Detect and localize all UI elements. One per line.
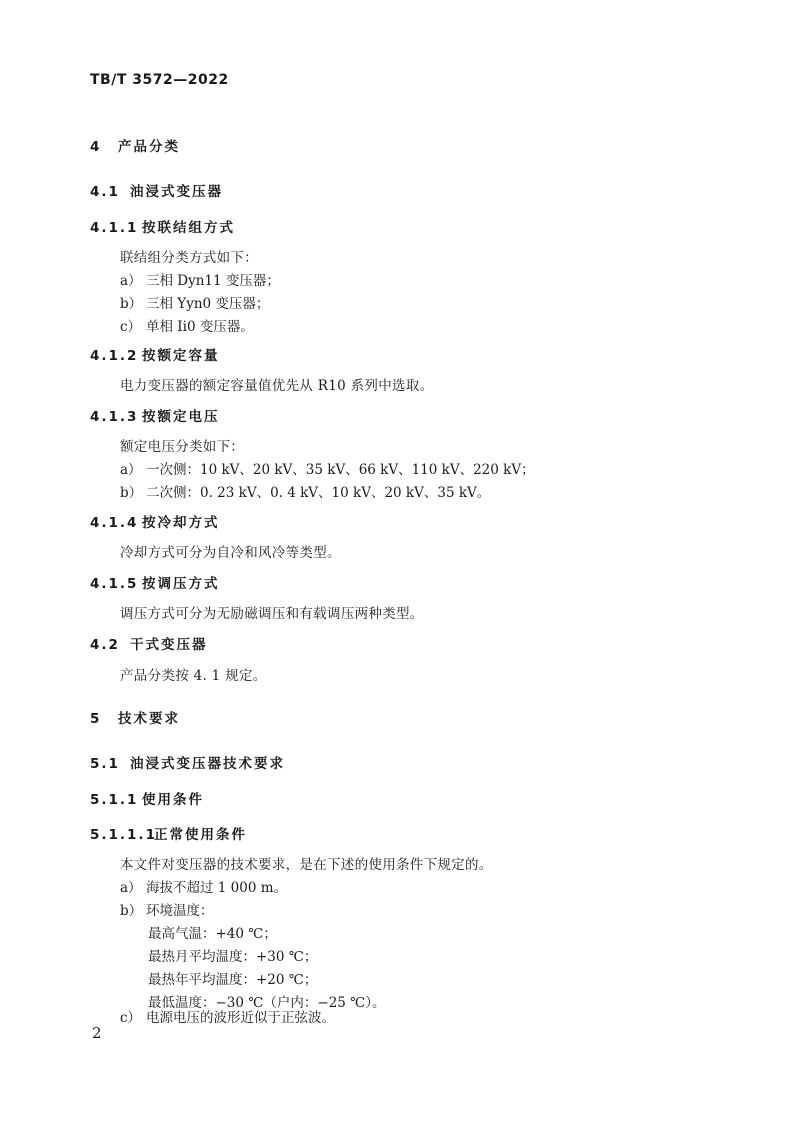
list-text: 二次侧：0. 23 kV、0. 4 kV、10 kV、20 kV、35 kV。	[146, 485, 491, 501]
heading-4-1-5	[90, 572, 220, 592]
heading-title: 产品分类	[118, 139, 180, 155]
list-item	[120, 481, 490, 501]
heading-title: 油浸式变压器	[130, 184, 223, 200]
list-marker: a）	[120, 880, 142, 896]
heading-number: 5.1.1.1	[90, 827, 157, 843]
list-item	[120, 315, 254, 335]
list-text: 海拔不超过 1 000 m。	[146, 880, 288, 896]
heading-title: 正常使用条件	[154, 827, 247, 843]
heading-5-1	[90, 752, 285, 772]
list-marker: a）	[120, 273, 142, 289]
heading-number: 4.1.1	[90, 220, 139, 236]
heading-title: 按额定电压	[142, 409, 220, 425]
paragraph: 额定电压分类如下：	[120, 439, 245, 455]
heading-number: 4.1.4	[90, 515, 139, 531]
heading-5-1-1	[90, 788, 204, 808]
list-text: 三相 Dyn11 变压器；	[146, 273, 280, 289]
paragraph: 联结组分类方式如下：	[120, 250, 258, 266]
heading-4-1-1	[90, 216, 235, 236]
paragraph: 本文件对变压器的技术要求，是在下述的使用条件下规定的。	[120, 857, 493, 873]
heading-number: 4.1.3	[90, 409, 139, 425]
heading-number: 5.1	[90, 756, 120, 772]
page-number: 2	[92, 1024, 102, 1042]
list-item	[120, 876, 287, 896]
heading-4-2	[90, 633, 208, 653]
list-marker: c）	[120, 1010, 142, 1026]
list-text: 三相 Yyn0 变压器；	[146, 296, 270, 312]
heading-title: 使用条件	[142, 792, 204, 808]
list-marker: a）	[120, 462, 142, 478]
heading-4	[90, 135, 180, 155]
list-item	[120, 1006, 335, 1026]
heading-4-1-4	[90, 511, 220, 531]
heading-title: 按额定容量	[142, 348, 220, 364]
sub-item: 最高气温：+40 ℃；	[148, 926, 277, 942]
list-marker: c）	[120, 319, 142, 335]
heading-title: 按调压方式	[142, 576, 220, 592]
list-marker: b）	[120, 903, 143, 919]
sub-item: 最热年平均温度：+20 ℃；	[148, 972, 318, 988]
heading-title: 按冷却方式	[142, 515, 220, 531]
heading-number: 5	[90, 711, 102, 727]
paragraph: 调压方式可分为无励磁调压和有载调压两种类型。	[120, 606, 424, 622]
list-text: 电源电压的波形近似于正弦波。	[146, 1010, 335, 1026]
heading-number: 4.2	[90, 637, 120, 653]
sub-item: 最热月平均温度：+30 ℃；	[148, 949, 318, 965]
heading-number: 4.1.2	[90, 348, 139, 364]
list-item	[120, 292, 269, 312]
heading-5-1-1-1	[90, 823, 247, 843]
heading-number: 4	[90, 139, 102, 155]
heading-title: 按联结组方式	[142, 220, 235, 236]
heading-4-1-2	[90, 344, 220, 364]
sub-item: 最低温度：−30 ℃（户内：−25 ℃）。	[148, 995, 386, 1011]
paragraph: 电力变压器的额定容量值优先从 R10 系列中选取。	[120, 378, 434, 394]
document-code: TB/T 3572—2022	[90, 72, 229, 88]
list-marker: b）	[120, 296, 143, 312]
heading-5	[90, 707, 180, 727]
list-item	[120, 458, 535, 478]
paragraph: 产品分类按 4. 1 规定。	[120, 668, 267, 684]
list-item	[120, 899, 214, 919]
list-item	[120, 269, 280, 289]
heading-number: 4.1	[90, 184, 120, 200]
heading-number: 4.1.5	[90, 576, 139, 592]
list-marker: b）	[120, 485, 143, 501]
paragraph: 冷却方式可分为自冷和风冷等类型。	[120, 545, 341, 561]
heading-title: 干式变压器	[130, 637, 208, 653]
heading-title: 油浸式变压器技术要求	[130, 756, 285, 772]
heading-4-1	[90, 180, 223, 200]
list-text: 单相 Ii0 变压器。	[146, 319, 254, 335]
heading-number: 5.1.1	[90, 792, 139, 808]
list-text: 环境温度：	[146, 903, 214, 919]
heading-title: 技术要求	[118, 711, 180, 727]
heading-4-1-3	[90, 405, 220, 425]
list-text: 一次侧：10 kV、20 kV、35 kV、66 kV、110 kV、220 kV；	[146, 462, 535, 478]
